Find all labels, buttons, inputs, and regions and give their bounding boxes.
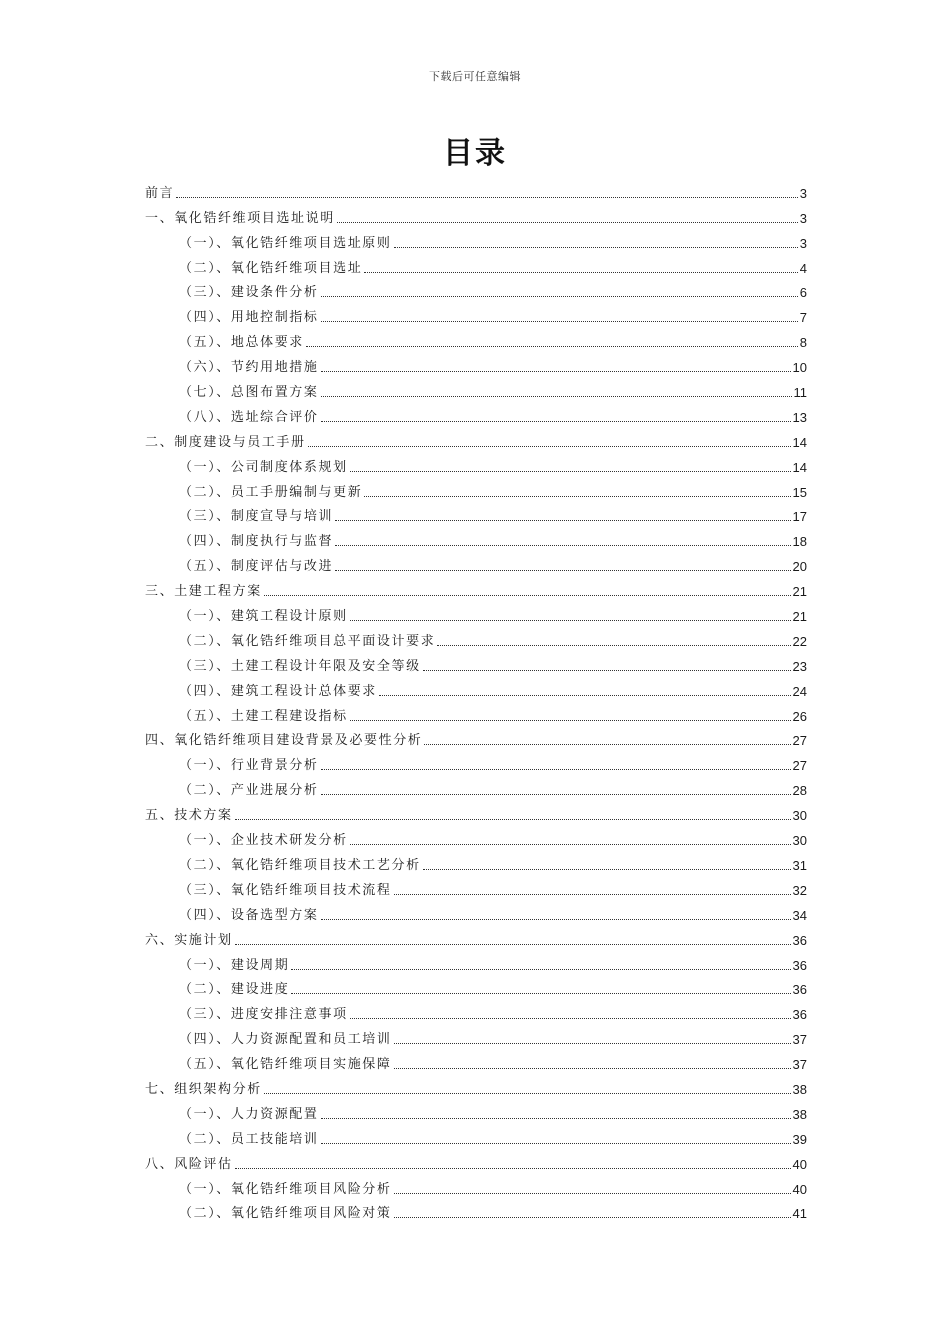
toc-entry-label: （二）、氧化锆纤维项目风险对策 <box>179 1206 392 1222</box>
toc-entry-label: （四）、制度执行与监督 <box>179 534 334 550</box>
toc-dot-leader <box>308 446 791 447</box>
toc-section-entry[interactable] <box>145 873 807 898</box>
toc-entry-label: （一）、人力资源配置 <box>179 1106 319 1122</box>
toc-dot-leader <box>437 645 790 646</box>
toc-entry-page-number: 23 <box>792 658 807 674</box>
toc-entry-label: （一）、公司制度体系规划 <box>179 459 348 475</box>
toc-section-entry[interactable] <box>145 549 807 574</box>
toc-chapter-entry[interactable] <box>145 1072 807 1097</box>
toc-dot-leader <box>321 296 798 297</box>
toc-entry-page-number: 40 <box>792 1156 807 1172</box>
toc-section-entry[interactable] <box>145 624 807 649</box>
table-of-contents <box>145 176 807 1221</box>
toc-entry-page-number: 38 <box>792 1106 807 1122</box>
toc-entry-page-number: 24 <box>792 683 807 699</box>
toc-entry-label: （二）、氧化锆纤维项目选址 <box>179 260 363 276</box>
toc-section-entry[interactable] <box>145 375 807 400</box>
toc-entry-page-number: 36 <box>792 982 807 998</box>
header-note: 下载后可任意编辑 <box>429 70 521 83</box>
toc-entry-label: （五）、制度评估与改进 <box>179 559 334 575</box>
toc-entry-label: （一）、建筑工程设计原则 <box>179 609 348 625</box>
toc-entry-label: （二）、产业进展分析 <box>179 783 319 799</box>
toc-section-entry[interactable] <box>145 823 807 848</box>
toc-entry-label: 八、风险评估 <box>145 1156 233 1172</box>
toc-entry-label: （二）、建设进度 <box>179 982 290 998</box>
toc-dot-leader <box>364 272 797 273</box>
toc-entry-page-number: 36 <box>792 932 807 948</box>
toc-section-entry[interactable] <box>145 848 807 873</box>
toc-entry-page-number: 36 <box>792 957 807 973</box>
toc-entry-label: （六）、节约用地措施 <box>179 360 319 376</box>
toc-entry-label: （五）、地总体要求 <box>179 335 304 351</box>
toc-entry-label: （三）、建设条件分析 <box>179 285 319 301</box>
toc-dot-leader <box>337 222 798 223</box>
toc-section-entry[interactable] <box>145 1197 807 1222</box>
toc-entry-page-number: 27 <box>792 758 807 774</box>
toc-section-entry[interactable] <box>145 674 807 699</box>
toc-entry-label: （五）、氧化锆纤维项目实施保障 <box>179 1057 392 1073</box>
toc-chapter-entry[interactable] <box>145 201 807 226</box>
toc-entry-page-number: 21 <box>792 609 807 625</box>
toc-entry-page-number: 36 <box>792 1007 807 1023</box>
toc-entry-label: 五、技术方案 <box>145 808 233 824</box>
toc-entry-page-number: 21 <box>792 584 807 600</box>
toc-dot-leader <box>423 869 791 870</box>
toc-section-entry[interactable] <box>145 599 807 624</box>
toc-dot-leader <box>321 1118 791 1119</box>
toc-dot-leader <box>364 496 790 497</box>
toc-entry-label: （八）、选址综合评价 <box>179 409 319 425</box>
toc-section-entry[interactable] <box>145 450 807 475</box>
toc-entry-page-number: 11 <box>793 385 807 401</box>
toc-dot-leader <box>335 520 790 521</box>
toc-entry-label: （七）、总图布置方案 <box>179 385 319 401</box>
toc-entry-page-number: 13 <box>792 409 807 425</box>
toc-dot-leader <box>291 969 790 970</box>
toc-entry-page-number: 18 <box>792 534 807 550</box>
toc-entry-label: 三、土建工程方案 <box>145 584 262 600</box>
toc-entry-page-number: 3 <box>799 185 807 201</box>
toc-chapter-entry[interactable] <box>145 1147 807 1172</box>
toc-entry-page-number: 8 <box>799 335 807 351</box>
toc-entry-label: （一）、企业技术研发分析 <box>179 833 348 849</box>
toc-dot-leader <box>350 844 791 845</box>
toc-chapter-entry[interactable] <box>145 425 807 450</box>
toc-entry-label: （二）、员工手册编制与更新 <box>179 484 363 500</box>
page-title: 目录 <box>443 136 507 171</box>
toc-entry-label: （四）、人力资源配置和员工培训 <box>179 1032 392 1048</box>
toc-chapter-entry[interactable] <box>145 923 807 948</box>
toc-entry-page-number: 26 <box>792 708 807 724</box>
toc-entry-page-number: 7 <box>799 310 807 326</box>
toc-entry-page-number: 28 <box>792 783 807 799</box>
toc-dot-leader <box>335 570 790 571</box>
toc-entry-label: （一）、氧化锆纤维项目风险分析 <box>179 1181 392 1197</box>
toc-section-entry[interactable] <box>145 997 807 1022</box>
toc-dot-leader <box>264 1093 791 1094</box>
toc-section-entry[interactable] <box>145 475 807 500</box>
toc-entry-page-number: 15 <box>792 484 807 500</box>
toc-section-entry[interactable] <box>145 276 807 301</box>
toc-section-entry[interactable] <box>145 300 807 325</box>
toc-entry-page-number: 37 <box>792 1057 807 1073</box>
toc-chapter-entry[interactable] <box>145 176 807 201</box>
toc-dot-leader <box>235 1168 791 1169</box>
toc-dot-leader <box>350 471 791 472</box>
toc-dot-leader <box>291 993 790 994</box>
toc-dot-leader <box>264 595 791 596</box>
toc-entry-page-number: 3 <box>799 235 807 251</box>
toc-dot-leader <box>321 371 791 372</box>
toc-dot-leader <box>379 695 791 696</box>
toc-entry-label: （四）、设备选型方案 <box>179 907 319 923</box>
toc-entry-label: （二）、员工技能培训 <box>179 1131 319 1147</box>
toc-entry-page-number: 3 <box>799 210 807 226</box>
toc-entry-page-number: 14 <box>792 459 807 475</box>
toc-section-entry[interactable] <box>145 500 807 525</box>
toc-dot-leader <box>321 1143 791 1144</box>
toc-entry-page-number: 20 <box>792 559 807 575</box>
toc-dot-leader <box>350 620 791 621</box>
toc-section-entry[interactable] <box>145 748 807 773</box>
toc-dot-leader <box>321 919 791 920</box>
toc-entry-label: 一、氧化锆纤维项目选址说明 <box>145 210 335 226</box>
toc-entry-page-number: 34 <box>792 907 807 923</box>
toc-dot-leader <box>321 321 798 322</box>
toc-section-entry[interactable] <box>145 699 807 724</box>
toc-section-entry[interactable] <box>145 226 807 251</box>
toc-dot-leader <box>350 720 791 721</box>
toc-entry-page-number: 32 <box>792 882 807 898</box>
toc-section-entry[interactable] <box>145 1097 807 1122</box>
toc-section-entry[interactable] <box>145 1022 807 1047</box>
toc-section-entry[interactable] <box>145 649 807 674</box>
toc-dot-leader <box>235 819 791 820</box>
toc-dot-leader <box>321 421 791 422</box>
toc-entry-label: 前言 <box>145 185 175 201</box>
toc-entry-page-number: 22 <box>792 633 807 649</box>
toc-dot-leader <box>394 247 798 248</box>
toc-entry-label: （二）、氧化锆纤维项目技术工艺分析 <box>179 857 421 873</box>
toc-section-entry[interactable] <box>145 773 807 798</box>
toc-dot-leader <box>423 670 791 671</box>
toc-entry-label: 四、氧化锆纤维项目建设背景及必要性分析 <box>145 733 423 749</box>
toc-dot-leader <box>176 197 798 198</box>
toc-dot-leader <box>335 545 790 546</box>
toc-dot-leader <box>350 1018 791 1019</box>
toc-dot-leader <box>394 894 791 895</box>
toc-dot-leader <box>321 769 791 770</box>
toc-dot-leader <box>306 346 798 347</box>
toc-section-entry[interactable] <box>145 1172 807 1197</box>
toc-entry-page-number: 39 <box>792 1131 807 1147</box>
toc-section-entry[interactable] <box>145 1047 807 1072</box>
toc-dot-leader <box>235 944 791 945</box>
toc-entry-label: （一）、行业背景分析 <box>179 758 319 774</box>
toc-entry-page-number: 6 <box>799 285 807 301</box>
toc-section-entry[interactable] <box>145 350 807 375</box>
toc-section-entry[interactable] <box>145 251 807 276</box>
toc-section-entry[interactable] <box>145 948 807 973</box>
toc-entry-label: （五）、土建工程建设指标 <box>179 708 348 724</box>
toc-entry-label: （四）、用地控制指标 <box>179 310 319 326</box>
toc-entry-label: （三）、氧化锆纤维项目技术流程 <box>179 882 392 898</box>
toc-dot-leader <box>394 1217 791 1218</box>
toc-section-entry[interactable] <box>145 325 807 350</box>
toc-chapter-entry[interactable] <box>145 574 807 599</box>
toc-entry-label: 二、制度建设与员工手册 <box>145 434 306 450</box>
toc-dot-leader <box>394 1193 791 1194</box>
toc-dot-leader <box>394 1043 791 1044</box>
toc-entry-page-number: 38 <box>792 1081 807 1097</box>
toc-section-entry[interactable] <box>145 400 807 425</box>
toc-entry-label: （一）、氧化锆纤维项目选址原则 <box>179 235 392 251</box>
toc-section-entry[interactable] <box>145 973 807 998</box>
toc-entry-page-number: 4 <box>799 260 807 276</box>
toc-section-entry[interactable] <box>145 1122 807 1147</box>
toc-entry-page-number: 14 <box>792 434 807 450</box>
toc-entry-page-number: 30 <box>792 833 807 849</box>
toc-entry-page-number: 27 <box>792 733 807 749</box>
toc-entry-page-number: 40 <box>792 1181 807 1197</box>
toc-entry-label: 六、实施计划 <box>145 932 233 948</box>
toc-entry-label: （三）、制度宣导与培训 <box>179 509 334 525</box>
toc-entry-label: （三）、进度安排注意事项 <box>179 1007 348 1023</box>
toc-chapter-entry[interactable] <box>145 798 807 823</box>
toc-dot-leader <box>321 396 792 397</box>
toc-entry-label: （四）、建筑工程设计总体要求 <box>179 683 377 699</box>
toc-entry-label: （一）、建设周期 <box>179 957 290 973</box>
toc-dot-leader <box>424 744 790 745</box>
toc-dot-leader <box>321 794 791 795</box>
toc-entry-page-number: 30 <box>792 808 807 824</box>
toc-entry-label: （三）、土建工程设计年限及安全等级 <box>179 658 421 674</box>
toc-entry-page-number: 37 <box>792 1032 807 1048</box>
toc-entry-page-number: 41 <box>792 1206 807 1222</box>
toc-section-entry[interactable] <box>145 898 807 923</box>
toc-chapter-entry[interactable] <box>145 724 807 749</box>
toc-entry-page-number: 10 <box>792 360 807 376</box>
toc-dot-leader <box>394 1068 791 1069</box>
toc-entry-page-number: 17 <box>792 509 807 525</box>
toc-entry-label: 七、组织架构分析 <box>145 1081 262 1097</box>
toc-entry-label: （二）、氧化锆纤维项目总平面设计要求 <box>179 633 436 649</box>
toc-entry-page-number: 31 <box>792 857 807 873</box>
toc-section-entry[interactable] <box>145 524 807 549</box>
